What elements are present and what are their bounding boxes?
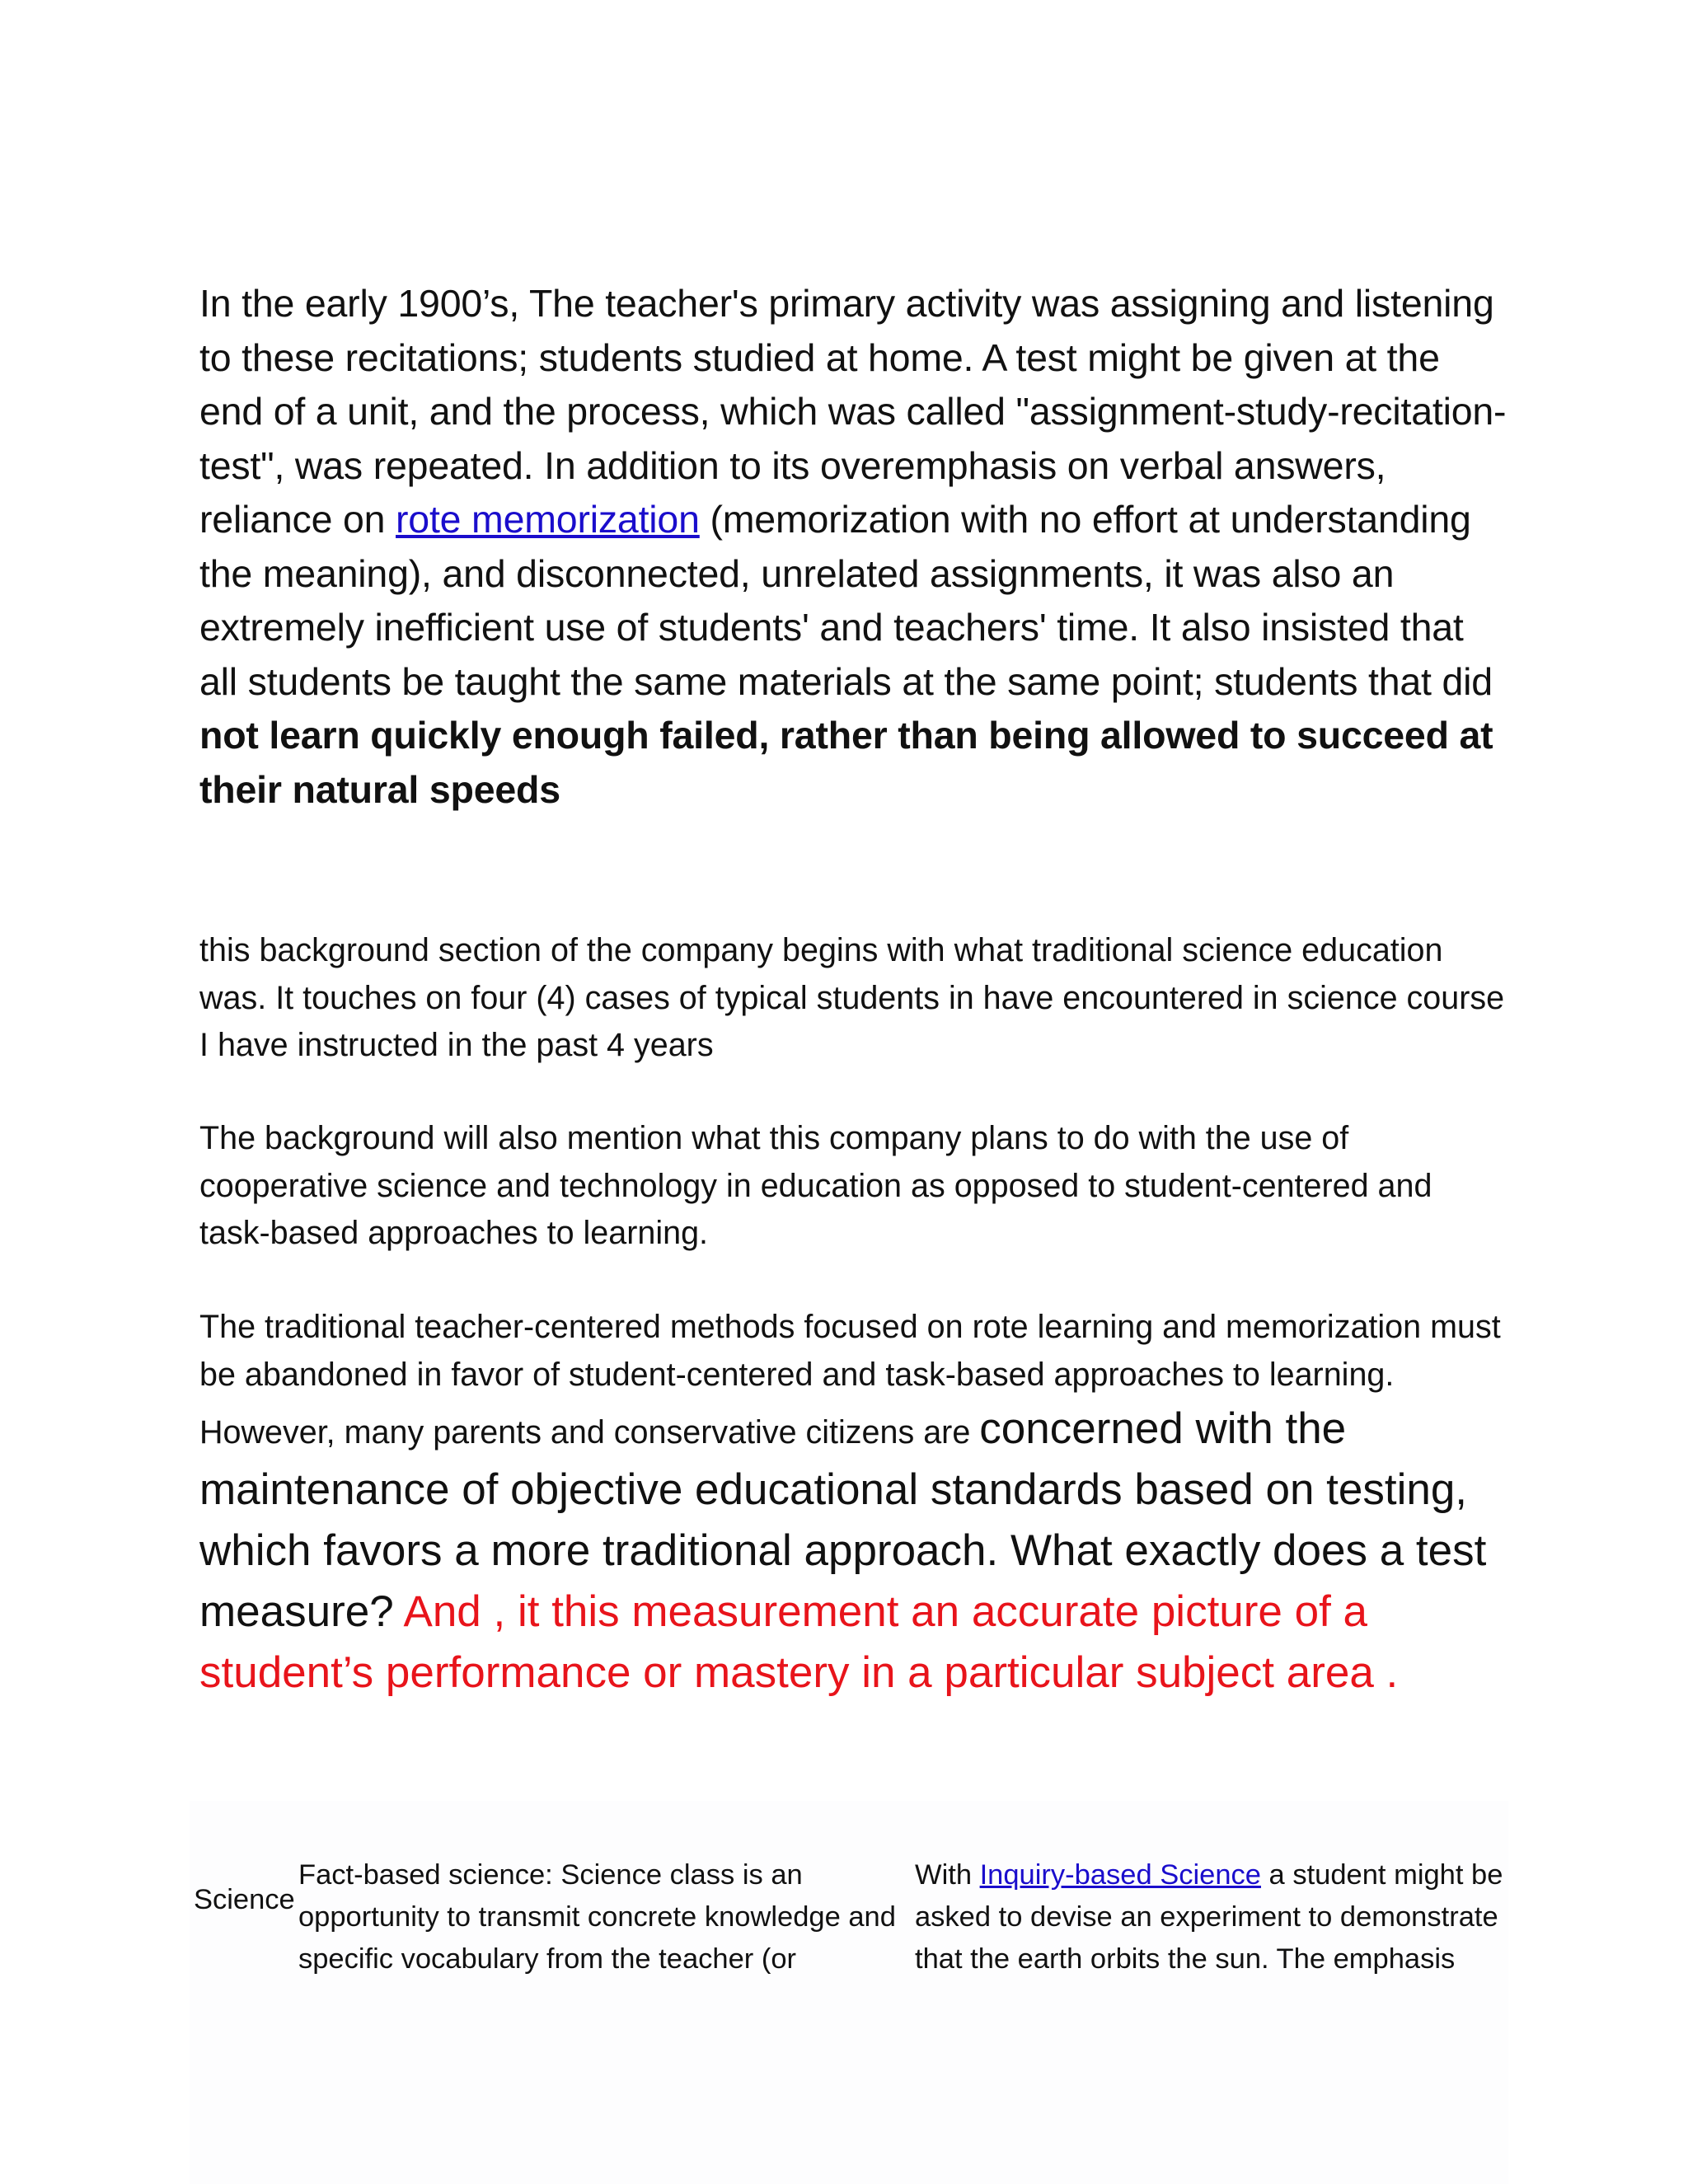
science-comparison-table <box>190 1801 1508 2184</box>
inquiry-based-science-cell <box>915 1854 1508 1980</box>
fact-based-science-cell: Fact-based science: Science class is an opportunity to transmit concrete knowledge and specific vocabulary from the teacher (or <box>298 1859 896 1975</box>
inquiry-based-science-link[interactable]: Inquiry-based Science <box>979 1859 1261 1891</box>
cell-prefix: With <box>915 1859 980 1891</box>
paragraph-background-intro: this background section of the company begins with what traditional science education was. It touches on four (4) cases of typical students in have encountered in science course I have instructed in the past 4 years <box>199 932 1505 1063</box>
paragraph4-small-text: The traditional teacher-centered methods focused on rote learning and memorization must be abandoned in favor of student-centered and task-based approaches to learning. However, many parents and conservative citizens are <box>199 1309 1501 1451</box>
paragraph4-red-question: And , it this measurement an accurate picture of a student’s performance or mastery in a particular subject area . <box>199 1587 1399 1697</box>
paragraph4-large-text: concerned with the maintenance of objective educational standards based on testing, which favors a more traditional approach. What exactly does a test measure? <box>199 1404 1487 1636</box>
paragraph1-text-middle: (memorization with no effort at understanding the meaning), and disconnected, unrelated assignments, it was also an extremely inefficient use of students' and teachers' time. It also insisted that all students be taught the same materials at the same point; students that did <box>199 498 1493 703</box>
table-row-label: Science <box>194 1884 295 1915</box>
paragraph-background-plans: The background will also mention what this company plans to do with the use of cooperative science and technology in education as opposed to student-centered and task-based approaches to learning. <box>199 1120 1432 1251</box>
paragraph1-text-start: In the early 1900’s, The teacher's primary activity was assigning and listening to these recitations; students studied at home. A test might be given at the end of a unit, and the process, which was called "assignment-study-recitation-test", was repeated. In addition to its overemphasis on verbal answers, reliance on <box>199 282 1507 541</box>
paragraph-traditional-methods <box>199 1304 1510 1704</box>
paragraph1-bold-text: not learn quickly enough failed, rather than being allowed to succeed at their natural speeds <box>199 714 1493 811</box>
cell-suffix: a student might be asked to devise an experiment to demonstrate that the earth orbits the sun. The emphasis <box>915 1859 1503 1975</box>
rote-memorization-link[interactable]: rote memorization <box>396 498 700 541</box>
paragraph-early-1900s <box>199 277 1510 817</box>
